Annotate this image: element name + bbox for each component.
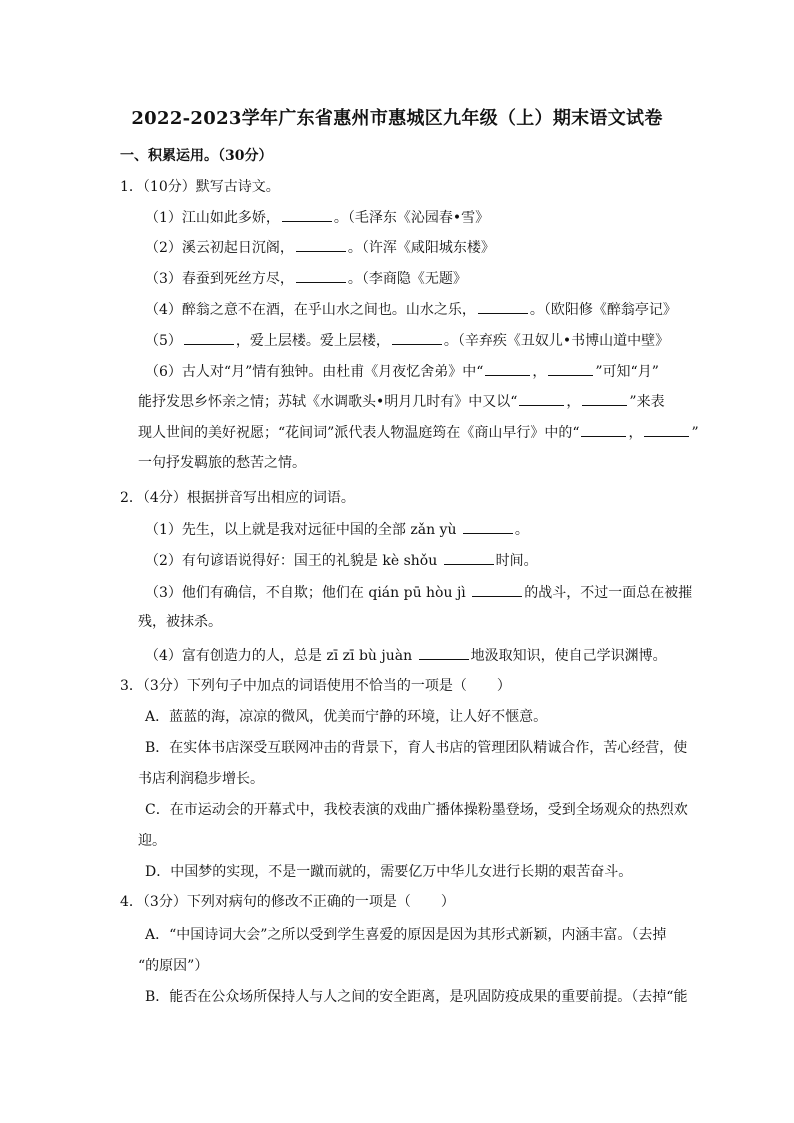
q1-item-6-line-1: （6）古人对“月”情有独钟。由杜甫《月夜忆舍弟》中“ ， ”可知“月” xyxy=(145,361,659,382)
q1-item-5: （5） ，爱上层楼。爱上层楼， 。（辛弃疾《丑奴儿•书博山道中壁》 xyxy=(145,330,669,351)
answer-blank xyxy=(296,268,346,283)
answer-blank xyxy=(392,330,442,345)
question-4-heading: 4．（3分）下列对病句的修改不正确的一项是（ ） xyxy=(120,894,455,910)
answer-blank xyxy=(296,237,346,252)
q3-option-b-line-1: B．在实体书店深受互联网冲击的背景下，育人书店的管理团队精诚合作，苦心经营，使 xyxy=(145,740,688,756)
answer-blank xyxy=(581,422,626,437)
q4-option-b-line-1: B．能否在公众场所保持人与人之间的安全距离，是巩固防疫成果的重要前提。（去掉“能 xyxy=(145,989,688,1005)
q1-item-2: （2）溪云初起日沉阁， 。（许浑《咸阳城东楼》 xyxy=(145,237,495,258)
section-heading: 一、积累运用。（30分） xyxy=(120,148,273,164)
q1-item-6-line-2: 能抒发思乡怀亲之情；苏轼《水调歌头•明月几时有》中又以“ ， ”来表 xyxy=(138,391,665,412)
answer-blank xyxy=(582,391,627,406)
q3-option-d: D．中国梦的实现，不是一蹴而就的，需要亿万中华儿女进行长期的艰苦奋斗。 xyxy=(145,864,633,880)
q2-item-4: （4）富有创造力的人，总是 zī zī bù juàn 地汲取知识，使自己学识渊博。 xyxy=(145,645,667,666)
question-2-heading: 2．（4分）根据拼音写出相应的词语。 xyxy=(120,490,355,506)
answer-blank xyxy=(184,330,234,345)
question-1-heading: 1．（10分）默写古诗文。 xyxy=(120,179,280,195)
q3-option-c-line-1: C．在市运动会的开幕式中，我校表演的戏曲广播体操粉墨登场，受到全场观众的热烈欢 xyxy=(145,802,688,818)
answer-blank xyxy=(644,422,689,437)
q1-item-4: （4）醉翁之意不在酒，在乎山水之间也。山水之乐， 。（欧阳修《醉翁亭记》 xyxy=(145,299,677,320)
answer-blank xyxy=(444,550,494,565)
answer-blank xyxy=(472,582,522,597)
q4-option-a-line-1: A．“中国诗词大会”之所以受到学生喜爱的原因是因为其形式新颖，内涵丰富。（去掉 xyxy=(145,927,667,943)
q2-item-2: （2）有句谚语说得好：国王的礼貌是 kè shǒu 时间。 xyxy=(145,550,538,571)
q3-option-a: A．蓝蓝的海，凉凉的微风，优美而宁静的环境，让人好不惬意。 xyxy=(145,709,548,725)
q1-item-6-line-3: 现人世间的美好祝愿；“花间词”派代表人物温庭筠在《商山早行》中的“ ， ” xyxy=(138,422,699,443)
q1-item-3: （3）春蚕到死丝方尽， 。（李商隐《无题》 xyxy=(145,268,467,289)
q1-item-6-line-4: 一句抒发羁旅的愁苦之情。 xyxy=(138,455,306,471)
q1-item-1: （1）江山如此多娇， 。（毛泽东《沁园春•雪》 xyxy=(145,207,489,228)
answer-blank xyxy=(478,299,528,314)
q2-item-3-line-2: 残，被抹杀。 xyxy=(138,614,222,630)
answer-blank xyxy=(485,361,530,376)
question-3-heading: 3．（3分）下列句子中加点的词语使用不恰当的一项是（ ） xyxy=(120,678,511,694)
answer-blank xyxy=(463,519,513,534)
exam-title: 2022-2023学年广东省惠州市惠城区九年级（上）期末语文试卷 xyxy=(131,108,663,129)
answer-blank xyxy=(419,645,469,660)
q2-item-3-line-1: （3）他们有确信，不自欺；他们在 qián pū hòu jì 的战斗，不过一面总在被摧 xyxy=(145,582,692,603)
answer-blank xyxy=(519,391,564,406)
q4-option-a-line-2: “的原因”） xyxy=(138,958,209,974)
answer-blank xyxy=(282,207,332,222)
answer-blank xyxy=(548,361,593,376)
q3-option-c-line-2: 迎。 xyxy=(138,833,166,849)
q3-option-b-line-2: 书店利润稳步增长。 xyxy=(138,771,264,787)
q2-item-1: （1）先生，以上就是我对远征中国的全部 zǎn yù 。 xyxy=(145,519,529,540)
